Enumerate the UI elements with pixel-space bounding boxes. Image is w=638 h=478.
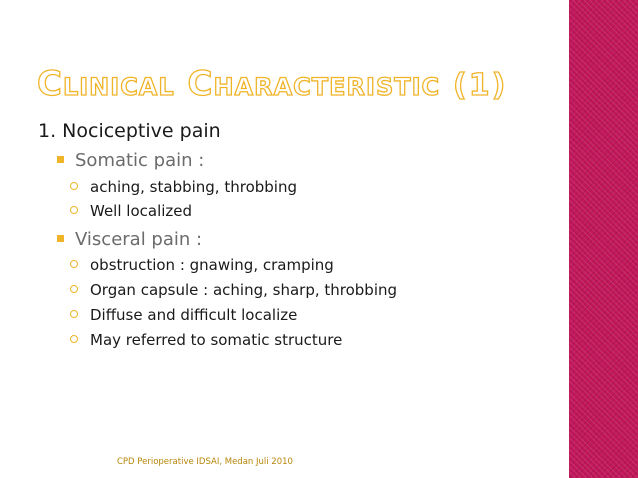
list-item — [70, 254, 334, 276]
circle-bullet-icon — [70, 260, 78, 268]
slide-title — [37, 62, 557, 106]
list-item-text: Well localized — [90, 202, 193, 220]
group-visceral — [57, 228, 202, 252]
circle-bullet-icon — [70, 206, 78, 214]
list-item — [70, 279, 397, 301]
slide-title-text: Clinical Characteristic — [37, 64, 441, 104]
decorative-sidebar — [569, 0, 638, 478]
list-item-text: Diffuse and difficult localize — [90, 306, 298, 324]
group-somatic — [57, 149, 204, 173]
circle-bullet-icon — [70, 310, 78, 318]
list-item-text: obstruction : gnawing, cramping — [90, 256, 334, 274]
group-label: Visceral pain : — [75, 229, 203, 250]
circle-bullet-icon — [70, 335, 78, 343]
slide-footer: CPD Perioperative IDSAI, Medan Juli 2010 — [117, 457, 293, 467]
square-bullet-icon — [57, 235, 64, 242]
circle-bullet-icon — [70, 285, 78, 293]
square-bullet-icon — [57, 156, 64, 163]
list-item-text: aching, stabbing, throbbing — [90, 178, 297, 196]
slide-title-number: (1) — [453, 68, 508, 103]
main-heading: 1. Nociceptive pain — [38, 120, 221, 142]
group-label: Somatic pain : — [75, 150, 205, 171]
circle-bullet-icon — [70, 182, 78, 190]
list-item — [70, 304, 297, 326]
list-item-text: May referred to somatic structure — [90, 331, 343, 349]
list-item-text: Organ capsule : aching, sharp, throbbing — [90, 281, 398, 299]
list-item — [70, 329, 342, 351]
list-item — [70, 176, 297, 198]
list-item — [70, 200, 192, 222]
